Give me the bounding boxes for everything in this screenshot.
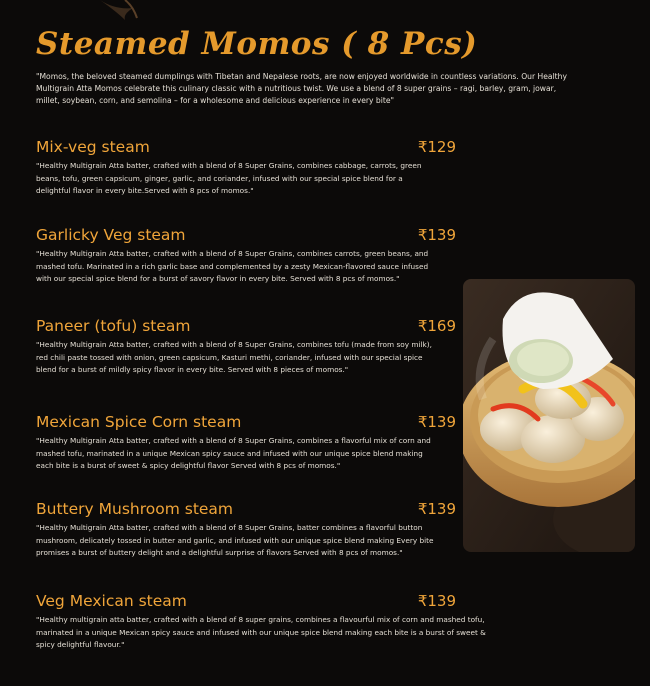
- item-description: "Healthy Multigrain Atta batter, crafted with a blend of 8 Super Grains, combines a flavorful mix of corn and mashed tofu, marinated in a unique Mexican spicy sauce and infused with our unique spice blend making each bite is a burst of sweet & spicy delightful flavor Served with 8 pcs of momos.": [36, 436, 431, 470]
- momos-illustration: [463, 279, 635, 552]
- item-name: Paneer (tofu) steam: [36, 317, 191, 335]
- item-price: ₹169: [417, 317, 456, 335]
- item-price: ₹129: [417, 138, 456, 156]
- item-price: ₹139: [417, 413, 456, 431]
- menu-item: [36, 317, 456, 377]
- menu-item: [36, 592, 486, 652]
- item-name: Garlicky Veg steam: [36, 226, 186, 244]
- item-name: Mexican Spice Corn steam: [36, 413, 242, 431]
- menu-item: [36, 138, 456, 198]
- item-description: "Healthy Multigrain Atta batter, crafted with a blend of 8 Super Grains, combines carrots, green beans, and mashed tofu. Marinated in a rich garlic base and complemented by a zesty Mexican-flavored sauce infused with our special spice blend for a burst of savory flavor in every bite. Served with 8 pcs of momos.": [36, 249, 429, 283]
- page-title: Steamed Momos ( 8 Pcs): [36, 26, 478, 62]
- item-price: ₹139: [417, 500, 456, 518]
- menu-item: [36, 500, 456, 560]
- item-price: ₹139: [417, 226, 456, 244]
- item-description: "Healthy Multigrain Atta batter, crafted with a blend of 8 Super Grains, combines tofu (made from soy milk), red chili paste tossed with onion, green capsicum, Kasturi methi, coriander, infused with our special spice blend for a burst of mildly spicy flavor in every bite. Served with 8 pieces of momos.": [36, 340, 432, 374]
- intro-text: "Momos, the beloved steamed dumplings with Tibetan and Nepalese roots, are now enjoyed worldwide in countless variations. Our Healthy Multigrain Atta Momos celebrate this culinary classic with a nutritious twist. We use a blend of 8 super grains – ragi, barley, gram, jowar, millet, soybean, corn, and semolina – for a wholesome and delicious experience in every bite": [36, 72, 567, 106]
- item-name: Buttery Mushroom steam: [36, 500, 234, 518]
- item-description: "Healthy multigrain atta batter, crafted with a blend of 8 super grains, combines a flavourful mix of corn and mashed tofu, marinated in a unique Mexican spicy sauce and infused with our unique spice blend making each bite is a burst of sweet & spicy delightful flavour.": [36, 615, 486, 649]
- menu-item: [36, 413, 456, 473]
- item-description: "Healthy Multigrain Atta batter, crafted with a blend of 8 Super Grains, batter combines a flavorful button mushroom, delicately tossed in butter and garlic, and infused with our unique spice blend making Every bite promises a burst of buttery delight and a delightful surprise of flavors Served with 8 pcs of momos.": [36, 523, 434, 557]
- item-name: Veg Mexican steam: [36, 592, 187, 610]
- momos-photo: [463, 279, 635, 552]
- corner-ornament: [95, 0, 155, 22]
- item-price: ₹139: [417, 592, 456, 610]
- item-description: "Healthy Multigrain Atta batter, crafted with a blend of 8 Super Grains, combines cabbage, carrots, green beans, tofu, green capsicum, ginger, garlic, and coriander, infused with our special spice blend for a delightful flavor in every bite.Served with 8 pcs of momos.": [36, 161, 422, 195]
- menu-item: [36, 226, 456, 286]
- item-name: Mix-veg steam: [36, 138, 150, 156]
